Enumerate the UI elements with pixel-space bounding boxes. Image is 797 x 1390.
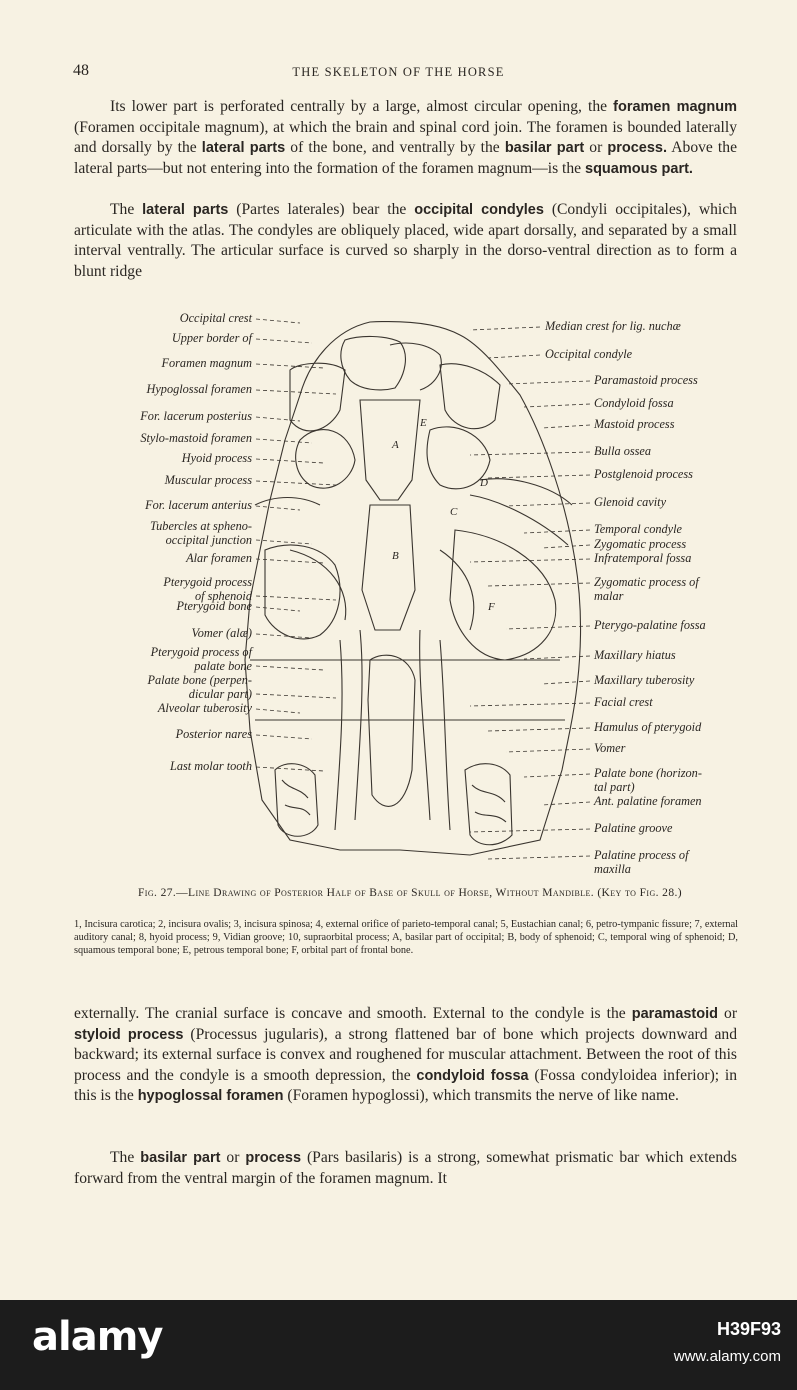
body-paragraph-2: The basilar part or process (Pars basilaris) is a strong, somewhat prismatic bar which extends forward from the ventral margin of the foramen magnum. It bbox=[74, 1149, 737, 1187]
leader-line bbox=[524, 774, 590, 777]
left-label: Stylo-mastoid foramen bbox=[140, 431, 252, 445]
bold-term: squamous part. bbox=[585, 160, 693, 177]
leader-line bbox=[256, 735, 312, 739]
left-label: Posterior nares bbox=[175, 727, 252, 741]
leader-line bbox=[488, 728, 590, 731]
right-label: Postglenoid process bbox=[594, 467, 693, 481]
right-label: Zygomatic process of malar bbox=[594, 575, 699, 603]
leader-line bbox=[542, 681, 590, 684]
leader-line bbox=[256, 666, 324, 670]
region-letter: A bbox=[392, 439, 399, 451]
left-label: Foramen magnum bbox=[161, 356, 252, 370]
region-letter: F bbox=[488, 601, 495, 613]
right-label: Palate bone (horizon- tal part) bbox=[594, 766, 702, 794]
left-label: Pterygoid bone bbox=[176, 599, 252, 613]
right-label: Condyloid fossa bbox=[594, 396, 674, 410]
bold-term: occipital condyles bbox=[414, 202, 544, 218]
region-letter: B bbox=[392, 550, 399, 562]
leader-line bbox=[506, 626, 590, 629]
running-title: THE SKELETON OF THE HORSE bbox=[292, 65, 505, 79]
leader-line bbox=[256, 607, 300, 611]
leader-line bbox=[256, 506, 300, 510]
left-label: Muscular process bbox=[164, 473, 252, 487]
left-label: Pterygoid process of sphenoid bbox=[163, 575, 252, 603]
left-label: Last molar tooth bbox=[170, 759, 252, 773]
left-label: Alar foramen bbox=[186, 551, 252, 565]
right-label: Pterygo-palatine fossa bbox=[594, 618, 706, 632]
right-label: Palatine process of maxilla bbox=[594, 848, 689, 876]
leader-line bbox=[506, 503, 590, 506]
bold-term: condyloid fossa bbox=[416, 1067, 529, 1084]
leader-line bbox=[470, 327, 540, 330]
region-letter: D bbox=[480, 477, 488, 489]
leader-line bbox=[256, 540, 312, 544]
right-label: Palatine groove bbox=[594, 821, 673, 835]
right-label: Ant. palatine foramen bbox=[594, 794, 702, 808]
skull-figure bbox=[0, 300, 797, 880]
image-id: H39F93 bbox=[716, 1319, 781, 1339]
region-letter: C bbox=[450, 506, 458, 518]
leader-line bbox=[488, 856, 590, 859]
leader-line bbox=[256, 319, 300, 323]
leader-line bbox=[256, 417, 300, 421]
leader-line bbox=[256, 339, 312, 343]
leader-line bbox=[524, 530, 590, 533]
leader-line bbox=[256, 709, 300, 713]
bold-term: lateral parts bbox=[201, 140, 286, 157]
left-label: Pterygoid process of palate bone bbox=[150, 645, 252, 673]
left-label: Hypoglossal foramen bbox=[146, 382, 252, 396]
leader-line bbox=[470, 829, 590, 832]
bold-term: basilar part bbox=[140, 1150, 221, 1166]
leader-line bbox=[256, 390, 336, 394]
leader-line bbox=[488, 583, 590, 586]
leader-line bbox=[256, 596, 336, 600]
leader-line bbox=[506, 749, 590, 752]
left-label: Vomer (alæ) bbox=[191, 626, 252, 640]
leader-line bbox=[256, 767, 324, 771]
right-label: Paramastoid process bbox=[594, 373, 698, 387]
leader-line bbox=[256, 459, 324, 463]
page-number: 48 bbox=[73, 62, 89, 79]
leader-line bbox=[488, 355, 540, 358]
bold-term: basilar part bbox=[504, 140, 585, 157]
right-label: Occipital condyle bbox=[545, 347, 633, 361]
stock-logo: alamy bbox=[32, 1314, 163, 1360]
right-label: Facial crest bbox=[594, 695, 653, 709]
right-label: Hamulus of pterygoid bbox=[594, 720, 702, 734]
leader-line bbox=[256, 694, 336, 698]
right-label: Maxillary hiatus bbox=[594, 648, 676, 662]
stock-banner bbox=[0, 1300, 797, 1390]
right-label: Glenoid cavity bbox=[594, 495, 667, 509]
left-label: Palate bone (perpen- dicular part) bbox=[147, 673, 252, 701]
leader-line bbox=[470, 703, 590, 706]
bold-term: hypoglossal foramen bbox=[137, 1088, 284, 1105]
bold-term: styloid process bbox=[74, 1026, 184, 1043]
right-label: Temporal condyle bbox=[594, 522, 683, 536]
left-label: Tubercles at spheno- occipital junction bbox=[149, 519, 252, 547]
bold-term: process bbox=[245, 1150, 302, 1166]
leader-line bbox=[506, 381, 590, 384]
right-label: Median crest for lig. nuchæ bbox=[545, 319, 681, 333]
left-label: Upper border of bbox=[171, 331, 252, 345]
leader-line bbox=[488, 475, 590, 478]
right-label: Infratemporal fossa bbox=[594, 551, 692, 565]
leader-line bbox=[542, 425, 590, 428]
leader-line bbox=[256, 481, 336, 485]
figure-key: 1, Incisura carotica; 2, incisura ovalis; 3, incisura spinosa; 4, external orifice of parieto-temporal canal; 5, Eustachian canal; 6, petro-tympanic fissure; 7, external auditory canal; 8, hyoid process; 9, Vidian groove; 10, supraorbital process; A, basilar part of occipital; B, body of sphenoid; C, temporal wing of sphenoid; D, squamous temporal bone; E, petrous temporal bone; F, orbital part of frontal bone. bbox=[74, 919, 738, 956]
intro-paragraph-2: The lateral parts (Partes laterales) bear the occipital condyles (Condyli occipitales), which articulate with the atlas. The condyles are obliquely placed, wide apart dorsally, and separated by a small interval ventrally. The articular surface is curved so sharply in the dorso-ventral direction as to form a blunt ridge bbox=[74, 201, 737, 280]
right-label: Zygomatic process bbox=[594, 537, 687, 551]
bold-term: process. bbox=[607, 140, 668, 157]
right-label: Bulla ossea bbox=[594, 444, 652, 458]
right-label: Mastoid process bbox=[594, 417, 675, 431]
intro-paragraph-1: Its lower part is perforated centrally by a large, almost circular opening, the foramen magnum (Foramen occipitale magnum), at which the brain and spinal cord join. The foramen is bounded laterally and dorsally by the lateral parts of the bone, and ventrally by the basilar part or process. Above the lateral parts—but not entering into the formation of the foramen magnum—is the squamous part. bbox=[74, 98, 737, 177]
bold-term: lateral parts bbox=[142, 202, 229, 218]
left-label: For. lacerum posterius bbox=[140, 409, 252, 423]
stock-url: www.alamy.com bbox=[673, 1348, 781, 1365]
left-label: For. lacerum anterius bbox=[145, 498, 252, 512]
leader-line bbox=[542, 545, 590, 548]
right-label: Vomer bbox=[594, 741, 626, 755]
bold-term: foramen magnum bbox=[613, 99, 737, 115]
left-label: Occipital crest bbox=[179, 311, 252, 325]
region-letter: E bbox=[420, 417, 427, 429]
left-label: Alveolar tuberosity bbox=[157, 701, 252, 715]
leader-line bbox=[524, 404, 590, 407]
right-label: Maxillary tuberosity bbox=[594, 673, 695, 687]
body-paragraph-1: externally. The cranial surface is concave and smooth. External to the condyle is the paramastoid or styloid process (Processus jugularis), a strong flattened bar of bone which projects downward and backward; its external surface is convex and roughened for muscular attachment. Between the root of this process and the condyle is a smooth depression, the condyloid fossa (Fossa condyloidea inferior); in this is the hypoglossal foramen (Foramen hypoglossi), which transmits the nerve of like name. bbox=[74, 1005, 738, 1105]
left-label: Hyoid process bbox=[181, 451, 252, 465]
bold-term: paramastoid bbox=[631, 1006, 718, 1022]
figure-caption: Fig. 27.—Line Drawing of Posterior Half of Base of Skull of Horse, Without Mandible. (Key to Fig. 28.) bbox=[138, 887, 682, 899]
leader-line bbox=[542, 802, 590, 805]
